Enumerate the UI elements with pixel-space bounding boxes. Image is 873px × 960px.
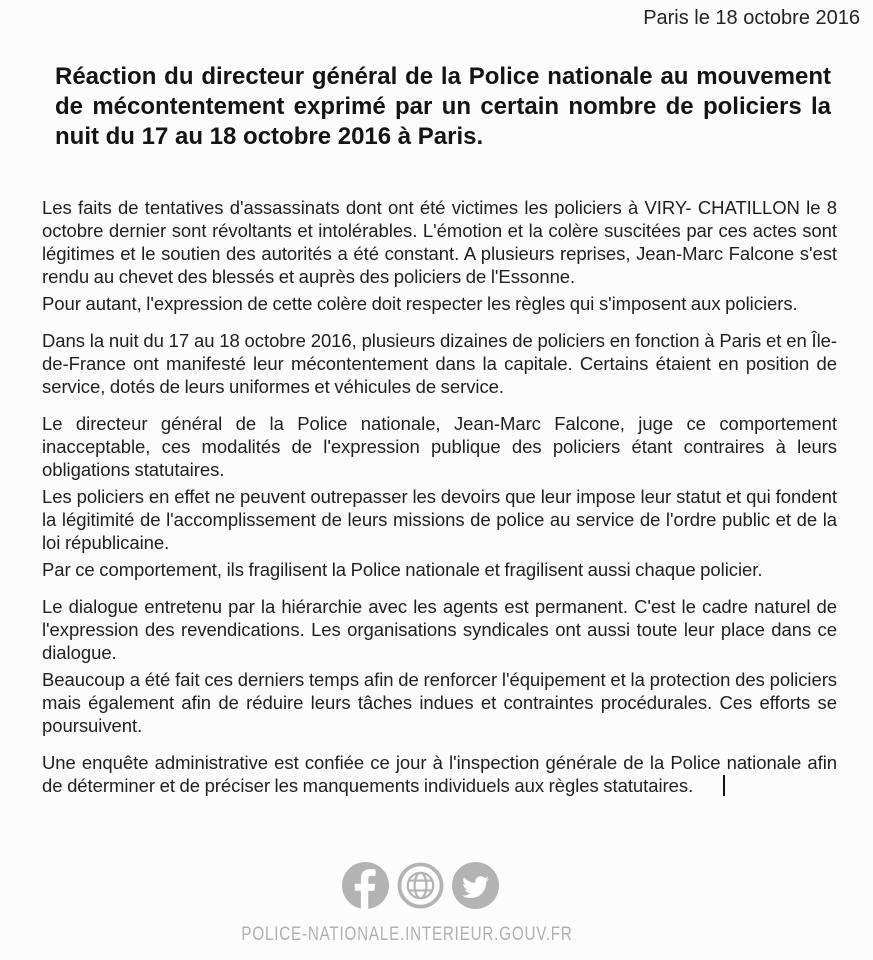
paragraph: Le dialogue entretenu par la hiérarchie avec les agents est permanent. C'est le cadre naturel de l'expression des revendications. Les organisations syndicales ont aussi toute leur place dans ce dialogue. [42,596,837,663]
text-cursor-artifact [723,775,725,796]
facebook-icon[interactable] [342,862,389,909]
footer-website-link[interactable]: POLICE-NATIONALE.INTERIEUR.GOUV.FR [241,924,574,945]
twitter-icon[interactable] [452,862,499,909]
paragraph: Pour autant, l'expression de cette colère doit respecter les règles qui s'imposent aux policiers. [42,293,798,314]
social-icons-row [0,862,857,909]
paragraph-block [42,196,837,315]
paragraph: Par ce comportement, ils fragilisent la Police nationale et fragilisent aussi chaque policier. [42,559,763,580]
footer-website [0,924,844,946]
paragraph: Le directeur général de la Police nationale, Jean-Marc Falcone, juge ce comportement inacceptable, ces modalités de l'expression publique des policiers étant contraires à leurs obligations statutaires. [42,413,837,480]
paragraph: Une enquête administrative est confiée ce jour à l'inspection générale de la Police nationale afin de déterminer et de préciser les manquements individuels aux règles statutaires. [42,752,837,796]
paragraph: Les policiers en effet ne peuvent outrepasser les devoirs que leur impose leur statut et qui fondent la légitimité de l'accomplissement de leurs missions de police au service de l'ordre public et de la loi républicaine. [42,486,837,553]
paragraph: Dans la nuit du 17 au 18 octobre 2016, plusieurs dizaines de policiers en fonction à Paris et en Île-de-France ont manifesté leur mécontentement dans la capitale. Certains étaient en position de service, dotés de leurs uniformes et véhicules de service. [42,330,837,397]
dateline: Paris le 18 octobre 2016 [643,7,860,29]
paragraph: Beaucoup a été fait ces derniers temps afin de renforcer l'équipement et la protection des policiers mais également afin de réduire leurs tâches indues et contraintes procédurales. Ces efforts se poursuivent. [42,669,837,736]
paragraph-block [42,329,837,398]
document-body [42,196,837,811]
paragraph-block [42,595,837,737]
page-title: Réaction du directeur général de la Police nationale au mouvement de mécontentement exprimé par un certain nombre de policiers la nuit du 17 au 18 octobre 2016 à Paris. [55,63,831,150]
paragraph: Les faits de tentatives d'assassinats dont ont été victimes les policiers à VIRY- CHATILLON le 8 octobre dernier sont révoltants et intolérables. L'émotion et la colère suscitées par ces actes sont légitimes et le soutien des autorités a été constant. A plusieurs reprises, Jean-Marc Falcone s'est rendu au chevet des blessés et auprès des policiers de l'Essonne. [42,197,837,287]
globe-icon[interactable] [397,862,444,909]
paragraph-block [42,412,837,581]
paragraph-block [42,751,837,797]
